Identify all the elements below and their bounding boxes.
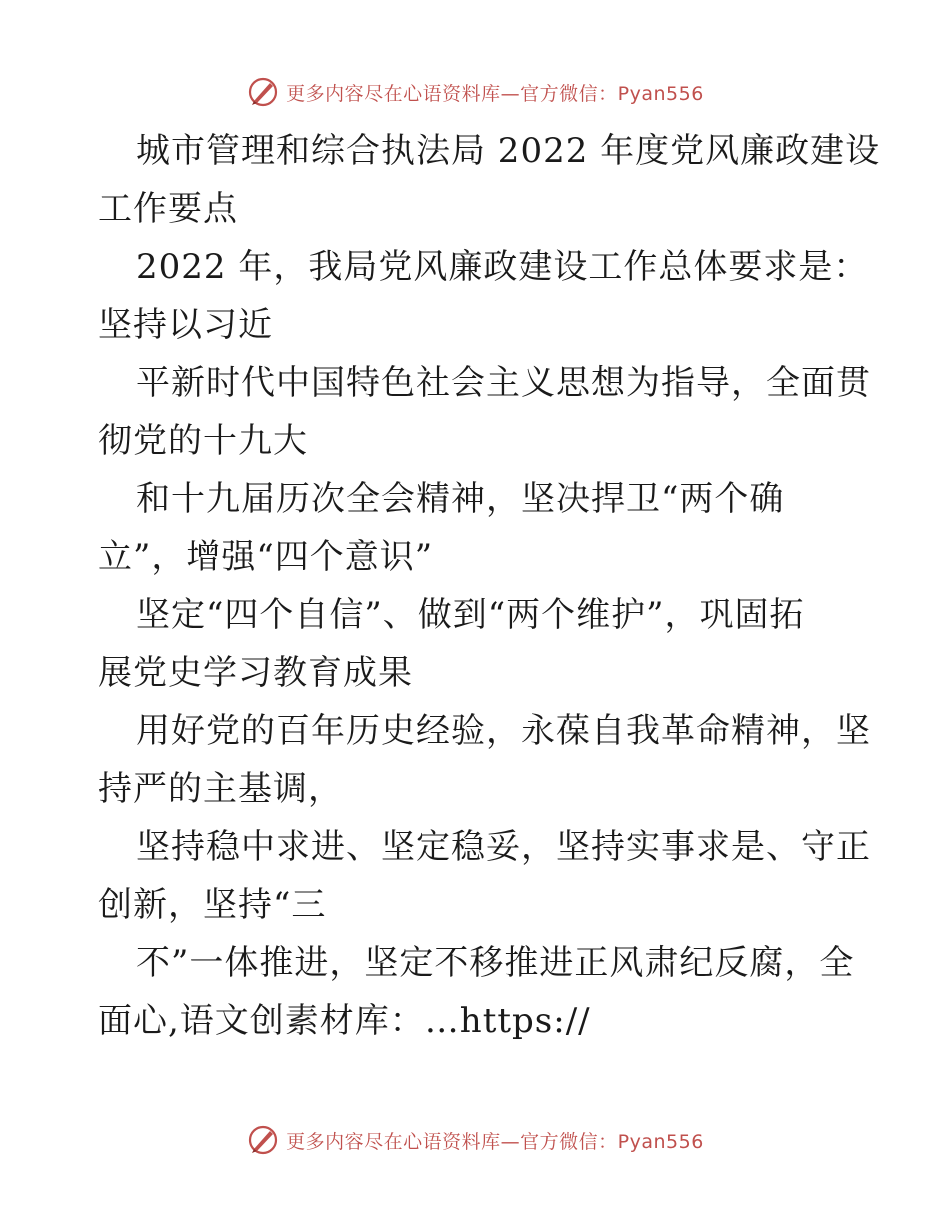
header-banner-text: 更多内容尽在心语资料库—官方微信：Pyan556 bbox=[286, 82, 704, 105]
header-banner bbox=[0, 72, 950, 112]
document-body bbox=[98, 122, 881, 1050]
paragraph-line: 面心,语文创素材库：…https:// bbox=[98, 1001, 591, 1041]
paragraph bbox=[98, 122, 881, 238]
footer-banner-text: 更多内容尽在心语资料库—官方微信：Pyan556 bbox=[286, 1130, 704, 1153]
paragraph bbox=[98, 238, 869, 354]
quill-pen-logo-icon bbox=[246, 1123, 280, 1157]
paragraph-line: 2022 年，我局党风廉政建设工作总体要求是： bbox=[136, 247, 869, 287]
paragraph-line: 和十九届历次全会精神，坚决捍卫“两个确 bbox=[136, 479, 785, 519]
paragraph-line: 坚定“四个自信”、做到“两个维护”，巩固拓 bbox=[136, 595, 805, 635]
footer-banner bbox=[0, 1120, 950, 1160]
paragraph bbox=[98, 470, 858, 586]
paragraph bbox=[98, 354, 871, 470]
paragraph bbox=[98, 586, 858, 702]
paragraph-line: 城市管理和综合执法局 2022 年度党风廉政建设 bbox=[136, 131, 881, 171]
paragraph-line: 持严的主基调， bbox=[98, 769, 343, 809]
paragraph-line: 不”一体推进，坚定不移推进正风肃纪反腐，全 bbox=[136, 943, 855, 983]
paragraph-line: 创新，坚持“三 bbox=[98, 885, 327, 925]
paragraph-line: 用好党的百年历史经验，永葆自我革命精神，坚 bbox=[136, 711, 871, 751]
paragraph-line: 平新时代中国特色社会主义思想为指导，全面贯 bbox=[136, 363, 871, 403]
paragraph bbox=[98, 934, 858, 1050]
paragraph bbox=[98, 702, 871, 818]
paragraph-line: 彻党的十九大 bbox=[98, 421, 308, 461]
quill-pen-logo-icon bbox=[246, 75, 280, 109]
paragraph-line: 工作要点 bbox=[98, 189, 238, 229]
paragraph bbox=[98, 818, 871, 934]
paragraph-line: 立”，增强“四个意识” bbox=[98, 537, 434, 577]
paragraph-line: 坚持以习近 bbox=[98, 305, 273, 345]
paragraph-line: 展党史学习教育成果 bbox=[98, 653, 413, 693]
paragraph-line: 坚持稳中求进、坚定稳妥，坚持实事求是、守正 bbox=[136, 827, 871, 867]
